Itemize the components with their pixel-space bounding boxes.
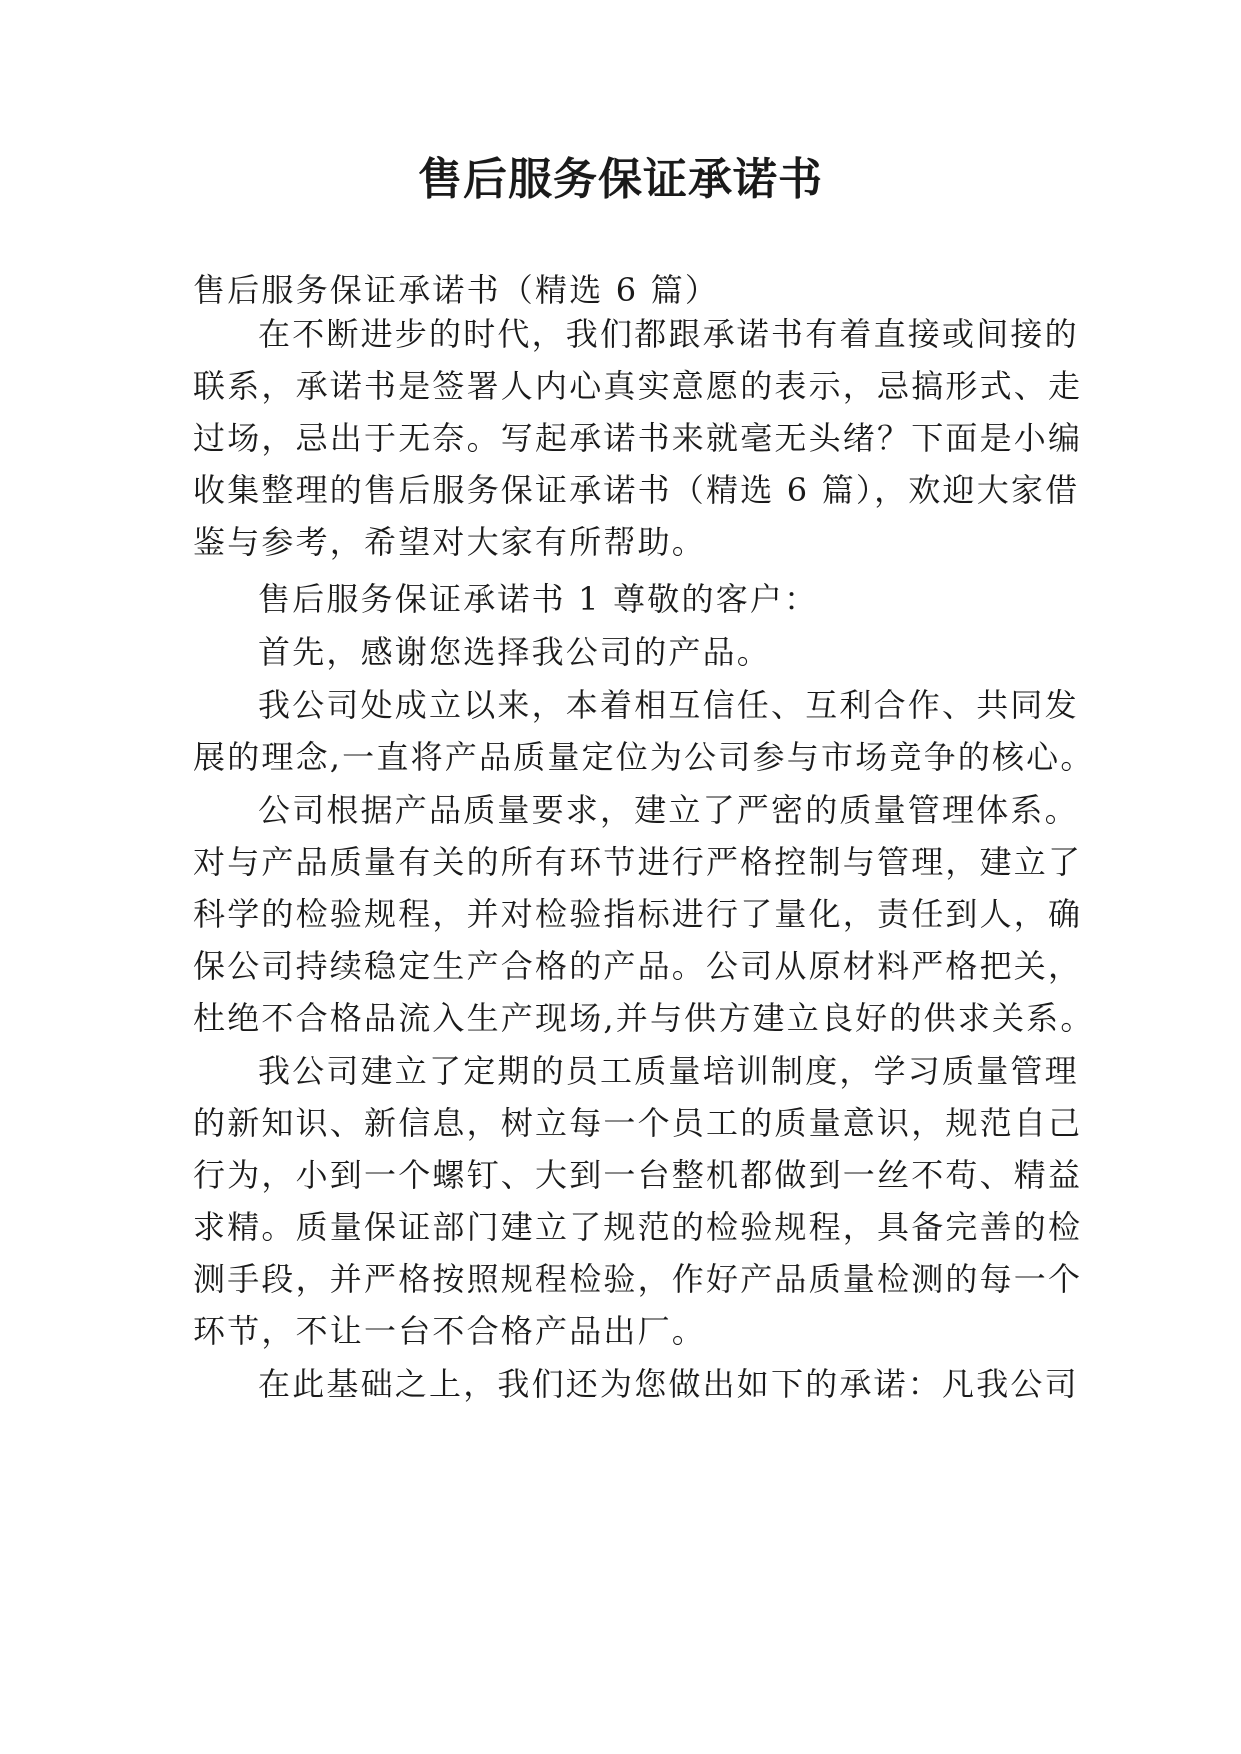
text-line: 科学的检验规程，并对检验指标进行了量化，责任到人，确 <box>193 895 1083 933</box>
text-line: 杜绝不合格品流入生产现场,并与供方建立良好的供求关系。 <box>193 999 1095 1037</box>
text-line: 售后服务保证承诺书 1 尊敬的客户： <box>258 580 819 618</box>
text-line: 在不断进步的时代，我们都跟承诺书有着直接或间接的 <box>258 315 1079 353</box>
text-line: 鉴与参考，希望对大家有所帮助。 <box>193 523 707 561</box>
text-line: 过场，忌出于无奈。写起承诺书来就毫无头绪？下面是小编 <box>193 419 1083 457</box>
text-line: 我公司建立了定期的员工质量培训制度，学习质量管理 <box>258 1052 1079 1090</box>
document-title: 售后服务保证承诺书 <box>418 154 823 205</box>
text-line: 我公司处成立以来，本着相互信任、互利合作、共同发 <box>258 686 1079 724</box>
text-line: 联系，承诺书是签署人内心真实意愿的表示，忌搞形式、走 <box>193 367 1083 405</box>
text-line: 公司根据产品质量要求，建立了严密的质量管理体系。 <box>258 791 1079 829</box>
text-line: 收集整理的售后服务保证承诺书（精选 6 篇），欢迎大家借 <box>193 471 1080 509</box>
subtitle-line: 售后服务保证承诺书（精选 6 篇） <box>193 271 720 309</box>
text-line: 在此基础之上，我们还为您做出如下的承诺：凡我公司 <box>258 1365 1079 1403</box>
text-line: 对与产品质量有关的所有环节进行严格控制与管理，建立了 <box>193 843 1083 881</box>
text-line: 行为，小到一个螺钉、大到一台整机都做到一丝不苟、精益 <box>193 1156 1083 1194</box>
text-line: 展的理念,一直将产品质量定位为公司参与市场竞争的核心。 <box>193 738 1095 776</box>
text-line: 保公司持续稳定生产合格的产品。公司从原材料严格把关， <box>193 947 1083 985</box>
text-line: 环节，不让一台不合格产品出厂。 <box>193 1312 707 1350</box>
text-line: 的新知识、新信息，树立每一个员工的质量意识，规范自己 <box>193 1104 1083 1142</box>
text-line: 首先，感谢您选择我公司的产品。 <box>258 633 772 671</box>
text-line: 求精。质量保证部门建立了规范的检验规程，具备完善的检 <box>193 1208 1083 1246</box>
text-line: 测手段，并严格按照规程检验，作好产品质量检测的每一个 <box>193 1260 1083 1298</box>
